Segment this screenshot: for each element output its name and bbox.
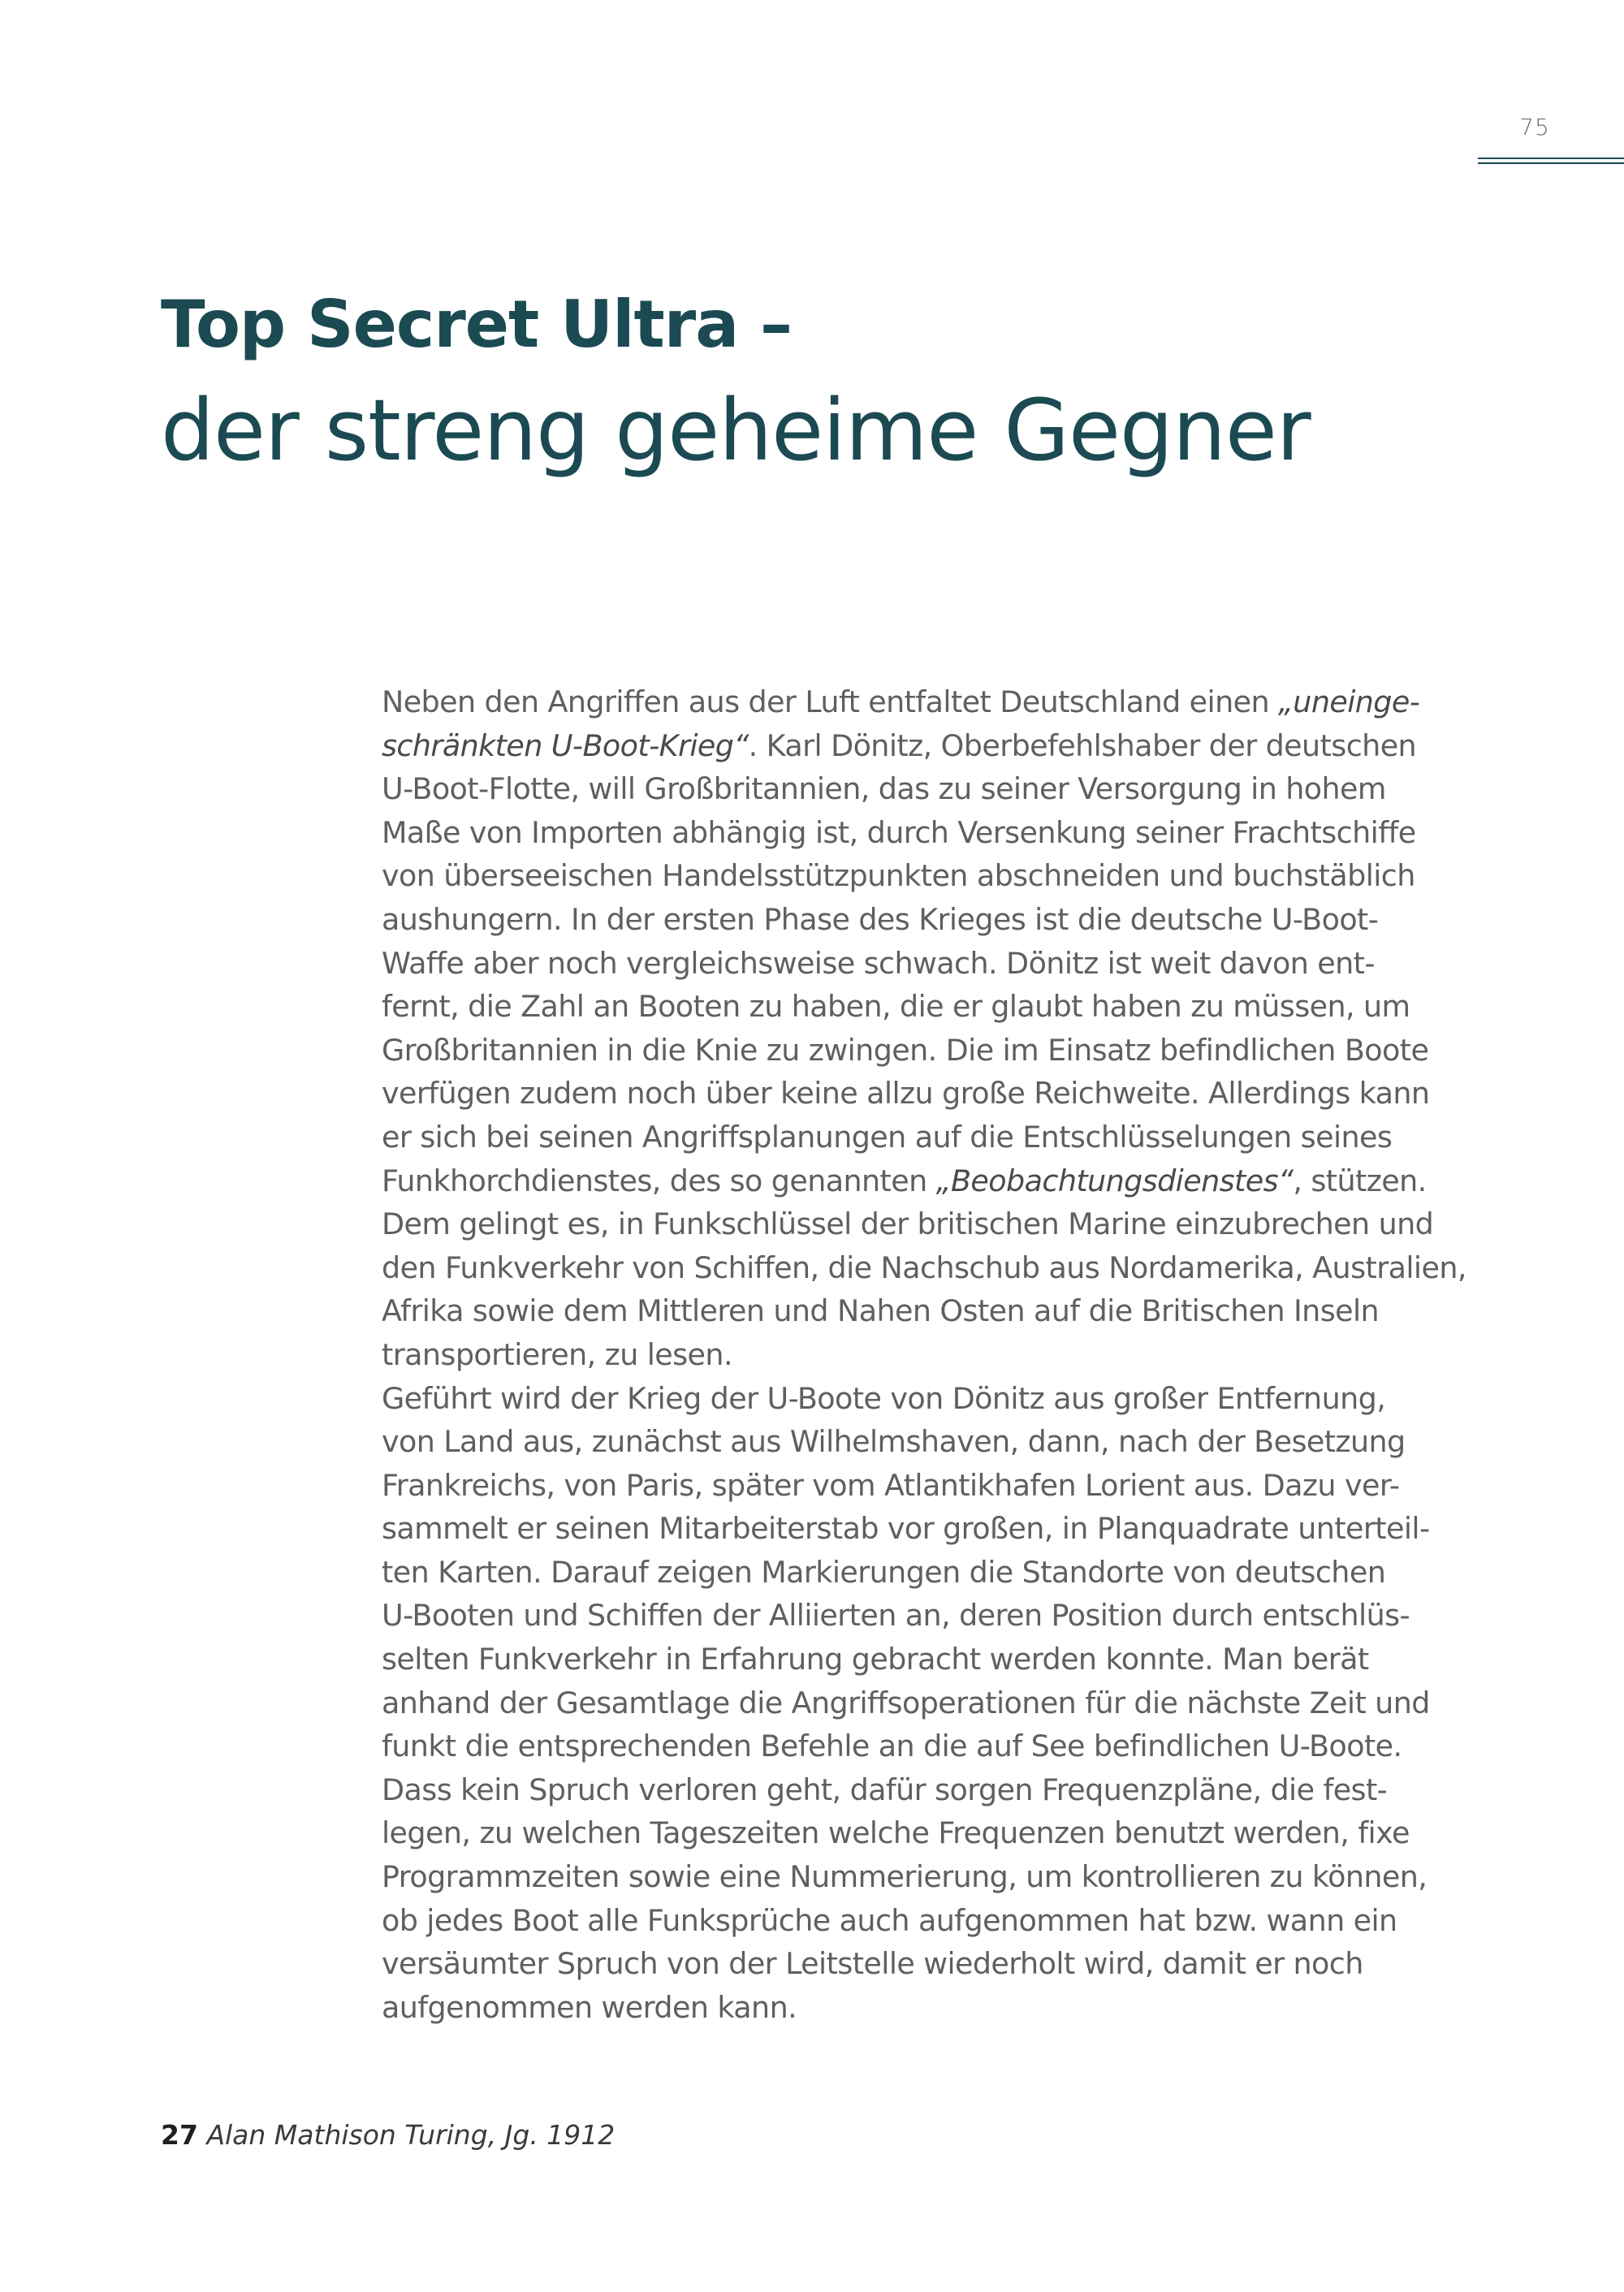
- page-title: Top Secret Ultra –: [161, 287, 793, 362]
- body-line-text: verfügen zudem noch über keine allzu große Reichweite. Allerdings kann: [382, 1076, 1430, 1111]
- body-line: [382, 1333, 1470, 1377]
- body-line: [382, 1594, 1470, 1638]
- body-line: [382, 1551, 1470, 1595]
- body-line: [382, 1159, 1470, 1203]
- body-line-emphasis: „Beobachtungsdienstes“: [935, 1163, 1294, 1198]
- page-number-rule-top: [1478, 158, 1624, 159]
- body-line: [382, 1029, 1470, 1073]
- body-line: [382, 898, 1470, 942]
- body-line-text: fernt, die Zahl an Booten zu haben, die er glaubt haben zu müssen, um: [382, 989, 1410, 1025]
- body-line-text: den Funkverkehr von Schiffen, die Nachschub aus Nordamerika, Australien,: [382, 1250, 1466, 1285]
- body-line: [382, 1246, 1470, 1290]
- body-line-text: Programmzeiten sowie eine Nummerierung, um kontrollieren zu können,: [382, 1859, 1427, 1895]
- body-line-text: Afrika sowie dem Mittleren und Nahen Osten auf die Britischen Inseln: [382, 1293, 1380, 1329]
- body-line: [382, 1464, 1470, 1508]
- body-lines: [382, 680, 1470, 2029]
- body-line-text: aushungern. In der ersten Phase des Krieges ist die deutsche U-Boot-: [382, 901, 1379, 937]
- body-line: [382, 811, 1470, 855]
- body-line-text: ten Karten. Darauf zeigen Markierungen die Standorte von deutschen: [382, 1554, 1386, 1590]
- body-line-text: Geführt wird der Krieg der U-Boote von Dönitz aus großer Entfernung,: [382, 1380, 1386, 1416]
- body-line: [382, 1855, 1470, 1899]
- body-line-text: Maße von Importen abhängig ist, durch Versenkung seiner Frachtschiffe: [382, 814, 1416, 850]
- body-line: [382, 942, 1470, 986]
- body-line: [382, 1768, 1470, 1812]
- body-line: [382, 1986, 1470, 2030]
- body-line-text: versäumter Spruch von der Leitstelle wiederholt wird, damit er noch: [382, 1946, 1363, 1982]
- body-line: [382, 1420, 1470, 1464]
- body-line-text: U-Booten und Schiffen der Alliierten an, deren Position durch entschlüs-: [382, 1598, 1410, 1634]
- body-line: [382, 1942, 1470, 1986]
- body-line: [382, 854, 1470, 898]
- body-line-text: aufgenommen werden kann.: [382, 1989, 797, 2025]
- body-line: [382, 1899, 1470, 1943]
- body-line: [382, 1289, 1470, 1333]
- body-line-text: Waffe aber noch vergleichsweise schwach. Dönitz ist weit davon ent-: [382, 945, 1375, 981]
- body-line-text: legen, zu welchen Tageszeiten welche Frequenzen benutzt werden, fixe: [382, 1815, 1410, 1851]
- page-subtitle: der streng geheime Gegner: [161, 381, 1311, 480]
- body-line-text: funkt die entsprechenden Befehle an die auf See befindlichen U-Boote.: [382, 1729, 1402, 1764]
- body-line-text: U-Boot-Flotte, will Großbritannien, das zu seiner Versorgung in hohem: [382, 771, 1386, 807]
- body-line: [382, 1811, 1470, 1855]
- body-line: [382, 1507, 1470, 1551]
- body-line-emphasis: „uneinge-: [1278, 684, 1420, 719]
- body-line-text: ob jedes Boot alle Funksprüche auch aufgenommen hat bzw. wann ein: [382, 1902, 1397, 1938]
- body-line: [382, 1638, 1470, 1681]
- body-line-text: er sich bei seinen Angriffsplanungen auf die Entschlüsselungen seines: [382, 1119, 1393, 1155]
- body-line-text: transportieren, zu lesen.: [382, 1336, 732, 1372]
- body-line-text: Funkhorchdienstes, des so genannten: [382, 1163, 936, 1198]
- body-line-text: Dass kein Spruch verloren geht, dafür sorgen Frequenzpläne, die fest-: [382, 1772, 1388, 1807]
- body-line: [382, 1202, 1470, 1246]
- body-line-text: Frankreichs, von Paris, später vom Atlantikhafen Lorient aus. Dazu ver-: [382, 1467, 1400, 1503]
- body-line-text: selten Funkverkehr in Erfahrung gebracht werden konnte. Man berät: [382, 1642, 1369, 1677]
- body-line-text: sammelt er seinen Mitarbeiterstab vor großen, in Planquadrate unterteil-: [382, 1511, 1430, 1547]
- footer-text: Alan Mathison Turing, Jg. 1912: [206, 2119, 615, 2151]
- body-line-text: Dem gelingt es, in Funkschlüssel der britischen Marine einzubrechen und: [382, 1206, 1434, 1242]
- body-line-text: . Karl Dönitz, Oberbefehlshaber der deutschen: [748, 727, 1417, 763]
- body-line-text: von Land aus, zunächst aus Wilhelmshaven, dann, nach der Besetzung: [382, 1424, 1406, 1460]
- body-line-emphasis: schränkten U-Boot-Krieg“: [382, 727, 749, 763]
- body-text: [382, 680, 1470, 2029]
- body-line: [382, 680, 1470, 724]
- body-line: [382, 985, 1470, 1029]
- footer-number: 27: [161, 2119, 198, 2151]
- body-line: [382, 767, 1470, 811]
- body-line: [382, 724, 1470, 768]
- body-line: [382, 1681, 1470, 1725]
- body-line: [382, 1116, 1470, 1159]
- body-line-text: anhand der Gesamtlage die Angriffsoperationen für die nächste Zeit und: [382, 1685, 1430, 1720]
- page-number: 75: [1519, 114, 1550, 140]
- body-line-text: Neben den Angriffen aus der Luft entfaltet Deutschland einen: [382, 684, 1278, 719]
- body-line: [382, 1377, 1470, 1421]
- page-number-rule-bottom: [1478, 162, 1624, 164]
- body-line: [382, 1724, 1470, 1768]
- footer-caption: [161, 2119, 615, 2152]
- body-line-text: , stützen.: [1293, 1163, 1427, 1198]
- body-line: [382, 1072, 1470, 1116]
- body-line-text: Großbritannien in die Knie zu zwingen. Die im Einsatz befindlichen Boote: [382, 1032, 1429, 1068]
- body-line-text: von überseeischen Handelsstützpunkten abschneiden und buchstäblich: [382, 858, 1415, 894]
